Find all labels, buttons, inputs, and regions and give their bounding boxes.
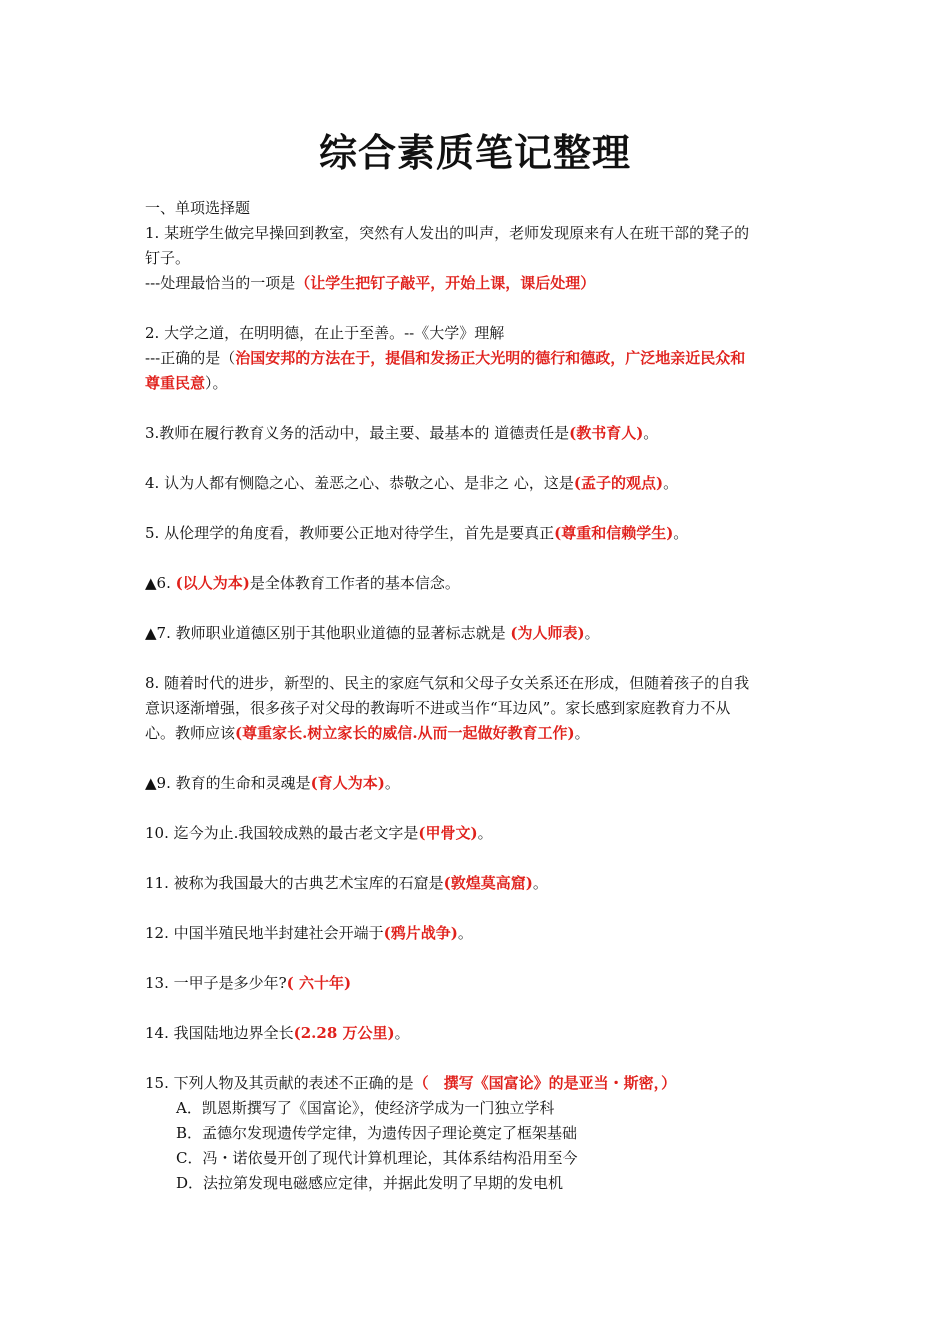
question-8 (145, 671, 810, 746)
question-text: 1. 某班学生做完早操回到教室，突然有人发出的叫声，老师发现原来有人在班干部的凳子的 (145, 224, 750, 242)
answer-text: (为人师表) (510, 624, 585, 642)
answer-text: (鸦片战争) (383, 924, 458, 942)
section-heading: 一、单项选择题 (145, 199, 251, 217)
question-1 (145, 221, 810, 296)
answer-prefix: ---正确的是（ (145, 349, 236, 367)
question-text: 10. 迄今为止.我国较成熟的最古老文字是 (145, 824, 419, 842)
answer-text: (育人为本) (310, 774, 385, 792)
question-text: ▲6. (145, 574, 176, 592)
question-text: 意识逐渐增强，很多孩子对父母的教诲听不进或当作“耳边风”。家长感到家庭教育力不从 (145, 699, 731, 717)
answer-text: (教书育人) (569, 424, 644, 442)
question-text: 12. 中国半殖民地半封建社会开端于 (145, 924, 384, 942)
document-body (145, 196, 810, 1196)
option-a: A．凯恩斯撰写了《国富论》，使经济学成为一门独立学科 (176, 1099, 555, 1117)
answer-text: ( 六十年) (286, 974, 352, 992)
question-text: 5. 从伦理学的角度看，教师要公正地对待学生，首先是要真正 (145, 524, 555, 542)
question-text: 2. 大学之道，在明明德，在止于至善。--《大学》理解 (145, 324, 505, 342)
answer-text: (2.28 万公里) (293, 1024, 395, 1042)
answer-suffix: ）。 (205, 374, 228, 392)
question-text: 心。教师应该 (145, 724, 236, 742)
answer-text: （让学生把钉子敲平，开始上课，课后处理） (295, 274, 596, 292)
question-7 (145, 621, 810, 646)
question-4 (145, 471, 810, 496)
question-text: ▲7. 教师职业道德区别于其他职业道德的显著标志就是 (145, 624, 511, 642)
question-11 (145, 871, 810, 896)
answer-text: 治国安邦的方法在于，提倡和发扬正大光明的德行和德政，广泛地亲近民众和 (235, 349, 746, 367)
question-text: 11. 被称为我国最大的古典艺术宝库的石窟是 (145, 874, 444, 892)
answer-text: (尊重和信赖学生) (554, 524, 674, 542)
answer-suffix: 。 (643, 424, 659, 442)
answer-text: （ 撰写《国富论》的是亚当・斯密，） (413, 1074, 677, 1092)
question-2 (145, 321, 810, 396)
answer-text: (孟子的观点) (573, 474, 664, 492)
answer-suffix: 。 (532, 874, 548, 892)
answer-suffix: 。 (394, 1024, 410, 1042)
question-text: 8. 随着时代的进步，新型的、民主的家庭气氛和父母子女关系还在形成，但随着孩子的自我 (145, 674, 750, 692)
question-text: 3.教师在履行教育义务的活动中，最主要、最基本的 道德责任是 (145, 424, 570, 442)
question-text: 13. 一甲子是多少年? (145, 974, 287, 992)
answer-suffix: 。 (477, 824, 493, 842)
answer-suffix: 。 (574, 724, 590, 742)
answer-text: (尊重家长.树立家长的威信.从而一起做好教育工作) (235, 724, 575, 742)
answer-text: 尊重民意 (145, 374, 206, 392)
question-14 (145, 1021, 810, 1046)
answer-suffix: 。 (457, 924, 473, 942)
question-13 (145, 971, 810, 996)
answer-suffix: 。 (663, 474, 679, 492)
question-text: 15. 下列人物及其贡献的表述不正确的是 (145, 1074, 414, 1092)
question-5 (145, 521, 810, 546)
question-text: 是全体教育工作者的基本信念。 (249, 574, 460, 592)
question-3 (145, 421, 810, 446)
option-d: D．法拉第发现电磁感应定律，并据此发明了早期的发电机 (176, 1174, 564, 1192)
answer-suffix: 。 (584, 624, 600, 642)
option-b: B．孟德尔发现遗传学定律，为遗传因子理论奠定了框架基础 (176, 1124, 578, 1142)
answer-text: (敦煌莫高窟) (443, 874, 533, 892)
question-10 (145, 821, 810, 846)
question-6 (145, 571, 810, 596)
answer-suffix: 。 (673, 524, 689, 542)
question-9 (145, 771, 810, 796)
question-text: 4. 认为人都有恻隐之心、羞恶之心、恭敬之心、是非之 心，这是 (145, 474, 574, 492)
answer-text: (以人为本) (175, 574, 250, 592)
question-text: 14. 我国陆地边界全长 (145, 1024, 294, 1042)
question-12 (145, 921, 810, 946)
question-text: ▲9. 教育的生命和灵魂是 (145, 774, 311, 792)
answer-text: (甲骨文) (418, 824, 478, 842)
answer-suffix: 。 (384, 774, 400, 792)
question-text: 钉子。 (145, 249, 191, 267)
page-title: 综合素质笔记整理 (318, 130, 631, 175)
answer-prefix: ---处理最恰当的一项是 (145, 274, 296, 292)
option-c: C．冯・诺依曼开创了现代计算机理论，其体系结构沿用至今 (176, 1149, 578, 1167)
question-15 (145, 1071, 810, 1196)
